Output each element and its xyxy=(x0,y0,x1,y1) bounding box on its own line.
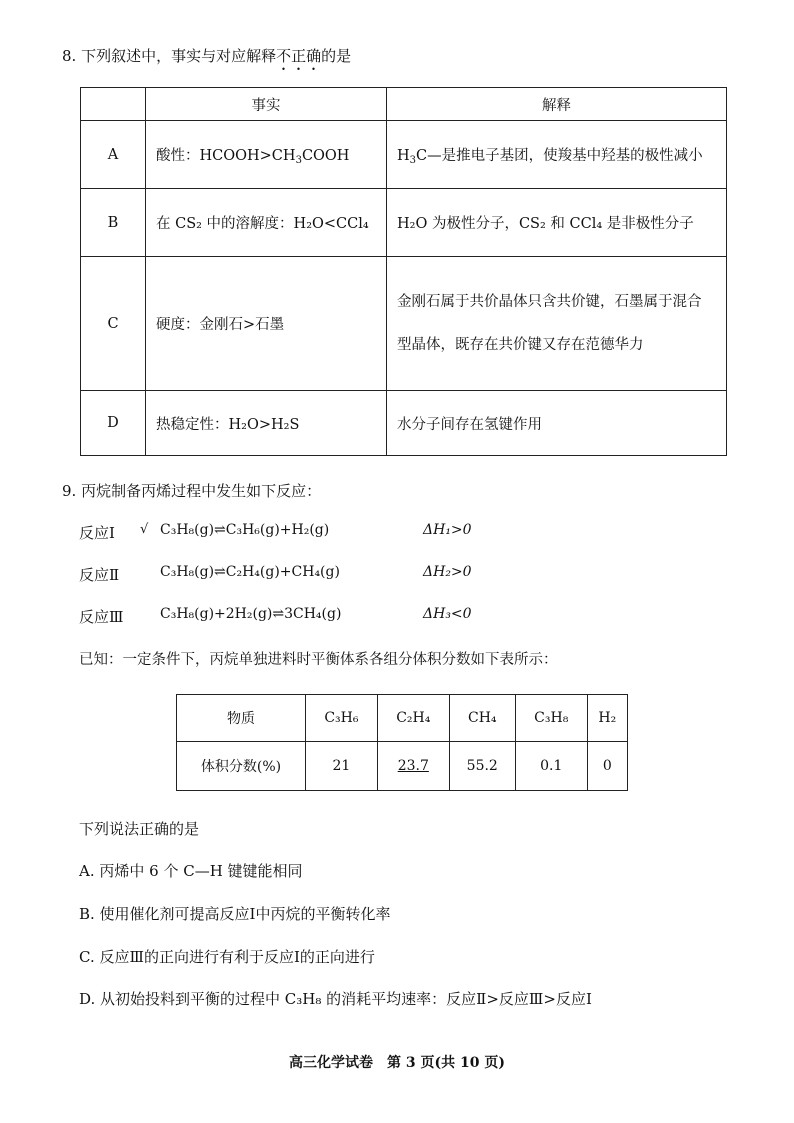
q9-option-a: A. 丙烯中 6 个 C—H 键键能相同 xyxy=(79,862,303,880)
q8-stem-suffix: 的是 xyxy=(321,47,352,65)
q9-value-ch4: 55.2 xyxy=(449,742,515,791)
reaction-1-name: 反应Ⅰ xyxy=(79,524,115,542)
q9-value-c2h4: 23.7 xyxy=(377,742,449,791)
reaction-2-name: 反应Ⅱ xyxy=(79,566,120,584)
q8-header-fact: 事实 xyxy=(146,88,387,121)
q9-header-c2h4: C₂H₄ xyxy=(377,695,449,742)
q9-header-ch4: CH₄ xyxy=(449,695,515,742)
q8-row-d-explain: 水分子间存在氢键作用 xyxy=(387,391,727,456)
page-footer: 高三化学试卷 第 3 页(共 10 页) xyxy=(289,1055,505,1071)
q9-header-c3h8: C₃H₈ xyxy=(515,695,587,742)
q8-row-b-fact: 在 CS₂ 中的溶解度：H₂O<CCl₄ xyxy=(146,189,387,257)
q8-stem xyxy=(62,45,351,74)
reaction-3-name: 反应Ⅲ xyxy=(79,608,124,626)
q9-value-c3h8: 0.1 xyxy=(515,742,587,791)
table-row xyxy=(177,742,628,791)
reaction-3-dh: ΔH₃<0 xyxy=(423,606,472,622)
q8-row-c-fact: 硬度：金刚石>石墨 xyxy=(146,257,387,391)
q9-value-h2: 0 xyxy=(587,742,627,791)
q8-row-d-fact: 热稳定性：H₂O>H₂S xyxy=(146,391,387,456)
q8-stem-prefix: 8. 下列叙述中，事实与对应解释 xyxy=(62,47,277,65)
q8-row-c-label: C xyxy=(81,257,146,391)
q8-header-blank xyxy=(81,88,146,121)
q9-header-h2: H₂ xyxy=(587,695,627,742)
q8-header-explain: 解释 xyxy=(387,88,727,121)
q9-header-substance: 物质 xyxy=(177,695,306,742)
q9-option-d: D. 从初始投料到平衡的过程中 C₃H₈ 的消耗平均速率：反应Ⅱ>反应Ⅲ>反应Ⅰ xyxy=(79,990,592,1008)
reaction-3-equation: C₃H₈(g)+2H₂(g)⇌3CH₄(g) xyxy=(160,606,342,622)
q8-row-a-label: A xyxy=(81,121,146,189)
table-row xyxy=(81,257,727,391)
q9-stem: 9. 丙烷制备丙烯过程中发生如下反应： xyxy=(62,482,322,500)
reaction-2-dh: ΔH₂>0 xyxy=(423,564,472,580)
q8-table xyxy=(80,87,727,456)
q8-row-b-label: B xyxy=(81,189,146,257)
q9-row-label: 体积分数(%) xyxy=(177,742,306,791)
table-row xyxy=(81,391,727,456)
reaction-1-mark: √ xyxy=(140,522,149,537)
q9-table xyxy=(176,694,628,791)
table-row xyxy=(81,121,727,189)
q8-row-c-explain xyxy=(387,257,727,391)
q9-question: 下列说法正确的是 xyxy=(79,820,200,838)
reaction-1-dh: ΔH₁>0 xyxy=(423,522,472,538)
reaction-2-equation: C₃H₈(g)⇌C₂H₄(g)+CH₄(g) xyxy=(160,564,340,580)
table-row xyxy=(81,189,727,257)
q8-row-c-explain-line2: 型晶体，既存在共价键又存在范德华力 xyxy=(397,336,644,353)
q9-value-c3h6: 21 xyxy=(306,742,378,791)
q8-row-a-explain: $H_3C—$是推电子基团，使羧基中羟基的极性减小 xyxy=(387,121,727,189)
q8-stem-emph: 不正确 xyxy=(276,47,322,65)
q9-option-c: C. 反应Ⅲ的正向进行有利于反应Ⅰ的正向进行 xyxy=(79,948,375,966)
q8-row-b-explain: H₂O 为极性分子，CS₂ 和 CCl₄ 是非极性分子 xyxy=(387,189,727,257)
q9-known: 已知：一定条件下，丙烷单独进料时平衡体系各组分体积分数如下表所示： xyxy=(79,652,558,668)
reaction-1-equation: C₃H₈(g)⇌C₃H₆(g)+H₂(g) xyxy=(160,522,330,538)
q9-header-c3h6: C₃H₆ xyxy=(306,695,378,742)
q8-row-c-explain-line1: 金刚石属于共价晶体只含共价键，石墨属于混合 xyxy=(397,293,702,310)
q8-row-d-label: D xyxy=(81,391,146,456)
q8-row-a-fact: 酸性：$HCOOH>CH_3COOH$ xyxy=(146,121,387,189)
q9-option-b: B. 使用催化剂可提高反应Ⅰ中丙烷的平衡转化率 xyxy=(79,905,391,923)
